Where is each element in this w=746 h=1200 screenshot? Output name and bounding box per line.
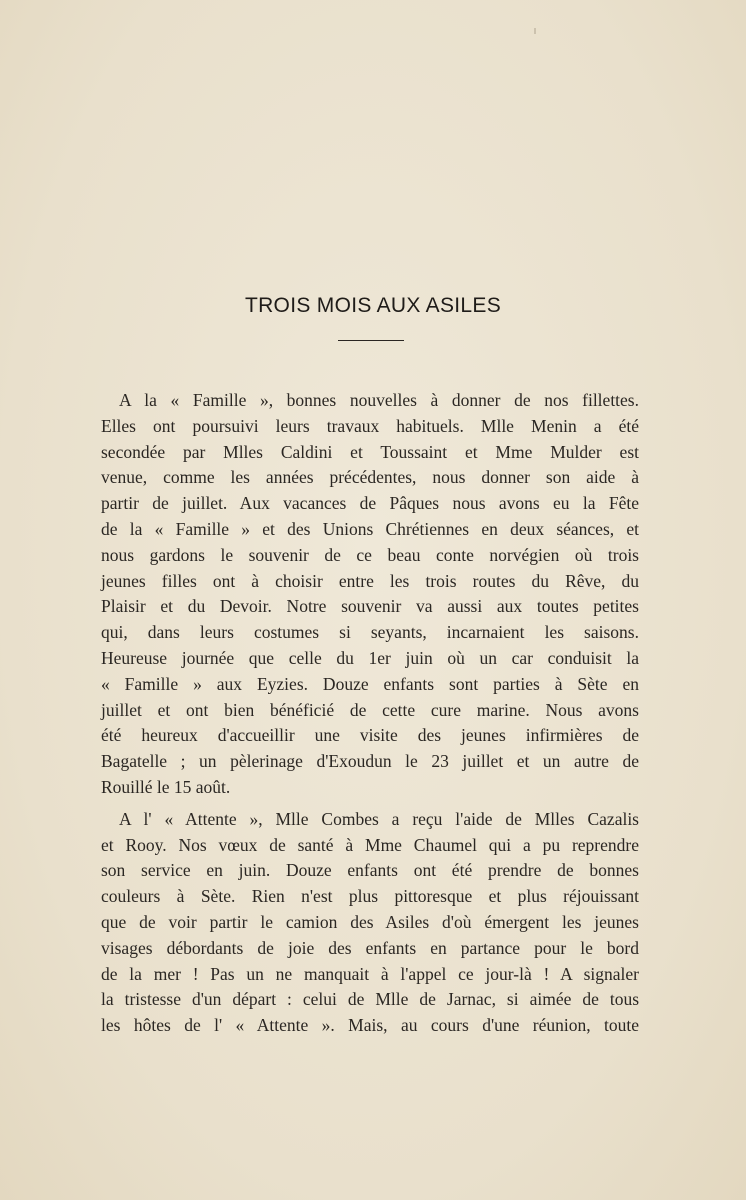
text-line: Bagatelle ; un pèlerinage d'Exoudun le 23 juillet et un autre de: [101, 751, 639, 772]
paper-speck: [534, 28, 536, 34]
text-line: jeunes filles ont à choisir entre les trois routes du Rêve, du: [101, 570, 639, 591]
text-line: partir de juillet. Aux vacances de Pâques nous avons eu la Fête: [101, 493, 639, 514]
text-line: son service en juin. Douze enfants ont été prendre de bonnes: [101, 860, 639, 881]
text-line: la tristesse d'un départ : celui de Mlle de Jarnac, si aimée de tous: [101, 989, 639, 1010]
body-text: [101, 388, 639, 1039]
text-line: A la « Famille », bonnes nouvelles à donner de nos fillettes.: [119, 390, 639, 410]
title-rule: [338, 340, 404, 341]
text-line: été heureux d'accueillir une visite des jeunes infirmières de: [101, 725, 639, 746]
text-line: que de voir partir le camion des Asiles d'où émergent les jeunes: [101, 911, 639, 932]
text-line: Elles ont poursuivi leurs travaux habituels. Mlle Menin a été: [101, 415, 639, 436]
text-line: visages débordants de joie des enfants en partance pour le bord: [101, 937, 639, 958]
text-line: et Rooy. Nos vœux de santé à Mme Chaumel qui a pu reprendre: [101, 834, 639, 855]
text-line: Heureuse journée que celle du 1er juin où un car conduisit la: [101, 647, 639, 668]
page-title: TROIS MOIS AUX ASILES: [244, 294, 502, 317]
paragraph-attente: [101, 807, 639, 1039]
text-line: couleurs à Sète. Rien n'est plus pittoresque et plus réjouissant: [101, 886, 639, 907]
text-line: Rouillé le 15 août.: [101, 776, 231, 797]
text-line: secondée par Mlles Caldini et Toussaint et Mme Mulder est: [101, 441, 639, 462]
text-line: nous gardons le souvenir de ce beau conte norvégien où trois: [101, 544, 639, 565]
text-line: de la « Famille » et des Unions Chrétiennes en deux séances, et: [101, 518, 639, 539]
text-line: Plaisir et du Devoir. Notre souvenir va aussi aux toutes petites: [101, 596, 639, 617]
text-line: juillet et ont bien bénéficié de cette cure marine. Nous avons: [101, 699, 639, 720]
paragraph-famille: [101, 388, 639, 801]
text-line: A l' « Attente », Mlle Combes a reçu l'aide de Mlles Cazalis: [119, 808, 639, 829]
text-line: de la mer ! Pas un ne manquait à l'appel ce jour-là ! A signaler: [101, 963, 639, 984]
text-line: « Famille » aux Eyzies. Douze enfants sont parties à Sète en: [101, 673, 639, 694]
text-line: les hôtes de l' « Attente ». Mais, au cours d'une réunion, toute: [101, 1015, 639, 1036]
text-line: venue, comme les années précédentes, nous donner son aide à: [101, 467, 639, 488]
text-line: qui, dans leurs costumes si seyants, incarnaient les saisons.: [101, 622, 639, 643]
